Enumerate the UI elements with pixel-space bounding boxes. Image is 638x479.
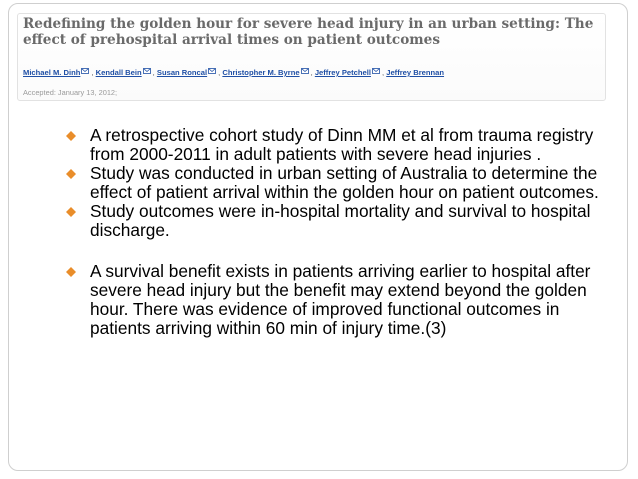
diamond-bullet-icon bbox=[66, 169, 76, 179]
bullet-text: A retrospective cohort study of Dinn MM et al from trauma registry from 2000-2011 in adult patients with severe head injuries . bbox=[90, 125, 594, 164]
author-separator: , bbox=[310, 68, 313, 77]
article-title: Redefining the golden hour for severe head injury in an urban setting: The effect of prehospital arrival times on patient outcomes bbox=[23, 16, 594, 48]
author-separator: , bbox=[152, 68, 155, 77]
mail-icon[interactable] bbox=[208, 68, 216, 74]
mail-icon[interactable] bbox=[143, 68, 151, 74]
mail-icon[interactable] bbox=[81, 68, 89, 74]
author-link[interactable]: Michael M. Dinh bbox=[23, 68, 81, 77]
author-link[interactable]: Jeffrey Brennan bbox=[386, 68, 445, 77]
article-header-image bbox=[17, 13, 606, 101]
bullet-text: Study outcomes were in-hospital mortality and survival to hospital discharge. bbox=[90, 201, 591, 240]
mail-icon[interactable] bbox=[372, 68, 380, 74]
bullet-text: Study was conducted in urban setting of Australia to determine the effect of patient arrival within the golden hour on patient outcomes. bbox=[90, 163, 599, 202]
author-link[interactable]: Susan Roncal bbox=[156, 68, 208, 77]
author-link[interactable]: Christopher M. Byrne bbox=[222, 68, 300, 77]
bullet-list bbox=[66, 126, 606, 338]
author-separator: , bbox=[91, 68, 94, 77]
author-list bbox=[23, 68, 603, 77]
bullet-spacer bbox=[66, 240, 606, 262]
diamond-bullet-icon bbox=[66, 207, 76, 217]
author-separator: , bbox=[218, 68, 221, 77]
bullet-item bbox=[66, 126, 606, 164]
bullet-text: A survival benefit exists in patients arriving earlier to hospital after severe head injury but the benefit may extend beyond the golden hour. There was evidence of improved functional outcomes in patients arriving within 60 min of injury time.(3) bbox=[90, 261, 591, 338]
diamond-bullet-icon bbox=[66, 131, 76, 141]
mail-icon[interactable] bbox=[301, 68, 309, 74]
author-link[interactable]: Jeffrey Petchell bbox=[314, 68, 371, 77]
author-separator: , bbox=[381, 68, 385, 77]
accepted-date: Accepted: January 13, 2012; bbox=[23, 88, 118, 97]
bullet-item bbox=[66, 202, 606, 240]
author-link[interactable]: Kendall Bein bbox=[95, 68, 142, 77]
diamond-bullet-icon bbox=[66, 267, 76, 277]
bullet-item bbox=[66, 164, 606, 202]
bullet-item bbox=[66, 262, 606, 338]
